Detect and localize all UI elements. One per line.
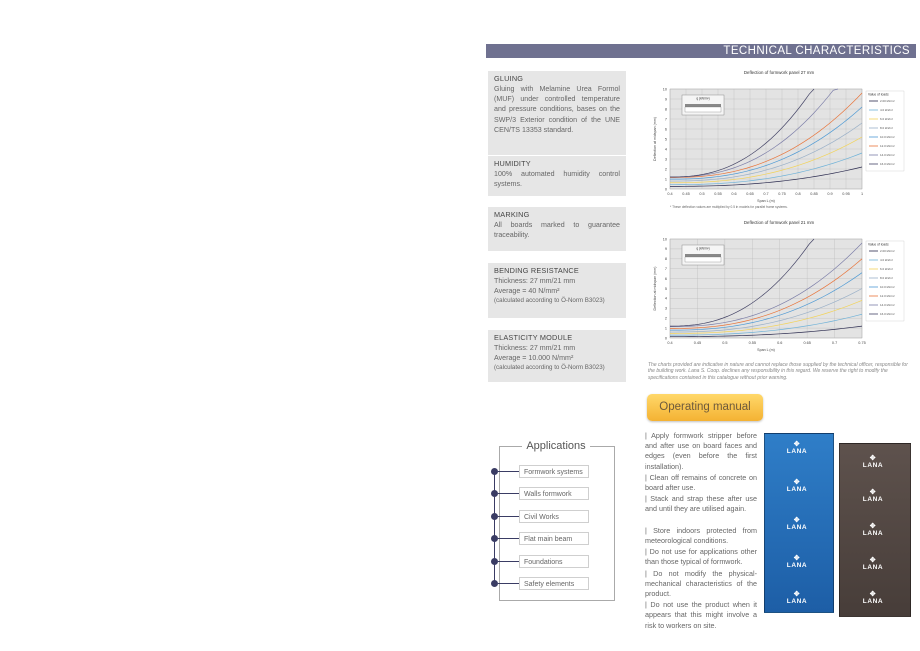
y-tick-label: 2 xyxy=(664,316,667,321)
x-tick-label: 0.85 xyxy=(810,192,818,196)
applications-title: Applications xyxy=(522,440,590,452)
lana-emblem-icon: ✥ xyxy=(869,523,877,530)
operating-item: | Do not modify the physical-mechanical characteristics of the product. xyxy=(645,568,757,598)
legend-entry: 14.0 kN/m² xyxy=(880,303,895,308)
application-item: Formwork systems xyxy=(519,465,589,478)
y-tick-label: 10 xyxy=(662,87,667,92)
application-connector xyxy=(498,493,519,494)
lana-emblem-icon: ✥ xyxy=(793,441,801,448)
application-dot xyxy=(491,468,498,475)
lana-logo xyxy=(782,517,812,531)
inset-beam xyxy=(685,254,721,257)
y-tick-label: 0 xyxy=(664,187,667,192)
lana-logo xyxy=(782,441,812,455)
legend-entry: 6.0 kN/m² xyxy=(880,267,894,272)
application-connector xyxy=(498,538,519,539)
legend-title: Value of loads xyxy=(868,92,889,97)
x-tick-label: 0.8 xyxy=(795,192,801,196)
x-tick-label: 0.4 xyxy=(667,341,673,345)
y-tick-label: 6 xyxy=(664,127,667,132)
operating-item: | Do not use the product when it appears that this might involve a risk to workers on site. xyxy=(645,600,757,630)
legend-entry: 10.0 kN/m² xyxy=(880,285,895,290)
x-tick-label: 0.5 xyxy=(699,192,705,196)
chart-21mm xyxy=(648,220,910,360)
y-tick-label: 7 xyxy=(664,117,667,122)
spec-title: BENDING RESISTANCE xyxy=(494,266,579,275)
application-item: Walls formwork xyxy=(519,487,589,500)
lana-logo xyxy=(782,555,812,569)
x-tick-label: 0.65 xyxy=(746,192,754,196)
chart-disclaimer: The charts provided are indicative in nature and cannot replace those supplied by the technical officer, responsible for the building work. Lana S. Coop. declines any responsibility in this regard. We reserve the right to modify the specifications contained in this catalogue without prior warning. xyxy=(648,362,908,381)
y-tick-label: 1 xyxy=(664,177,667,182)
spec-note: (calculated according to Ö-Norm B3023) xyxy=(494,364,605,372)
legend-entry: 8.0 kN/m² xyxy=(880,276,894,281)
lana-emblem-icon: ✥ xyxy=(869,489,877,496)
legend-title: Value of loads xyxy=(868,242,889,247)
legend-entry: 10.0 kN/m² xyxy=(880,135,895,140)
lana-logo xyxy=(782,591,812,605)
spec-line: Average = 10.000 N/mm² xyxy=(494,354,574,363)
legend-entry: 2.00 kN/m² xyxy=(880,249,895,254)
lana-logo xyxy=(858,591,888,605)
spec-title: ELASTICITY MODULE xyxy=(494,333,573,342)
legend-entry: 8.0 kN/m² xyxy=(880,126,894,131)
x-tick-label: 0.5 xyxy=(722,341,728,345)
lana-emblem-icon: ✥ xyxy=(793,479,801,486)
x-tick-label: 0.7 xyxy=(763,192,769,196)
y-tick-label: 7 xyxy=(664,267,667,271)
x-tick-label: 0.7 xyxy=(831,341,838,345)
y-tick-label: 0 xyxy=(664,336,667,341)
x-tick-label: 0.75 xyxy=(858,341,866,345)
application-connector xyxy=(498,471,519,472)
application-connector xyxy=(498,516,519,517)
lana-logo-text: LANA xyxy=(786,524,808,531)
legend-entry: 16.0 kN/m² xyxy=(880,162,895,167)
x-tick-label: 0.6 xyxy=(731,192,737,196)
spec-gluing xyxy=(488,71,626,155)
section-header xyxy=(486,44,916,58)
lana-emblem-icon: ✥ xyxy=(869,455,877,462)
spec-bending xyxy=(488,263,626,318)
spec-note: (calculated according to Ö-Norm B3023) xyxy=(494,297,605,305)
application-item: Safety elements xyxy=(519,577,589,590)
lana-logo-text: LANA xyxy=(786,448,808,455)
application-dot xyxy=(491,513,498,520)
chart-21mm-svg xyxy=(648,227,910,360)
inset-label: q (kN/m²) xyxy=(696,96,710,101)
y-tick-label: 9 xyxy=(664,247,667,252)
x-tick-label: 0.75 xyxy=(778,192,786,196)
inset-supports xyxy=(685,257,721,262)
operating-manual-label: Operating manual xyxy=(659,401,751,413)
application-dot xyxy=(491,558,498,565)
lana-emblem-icon: ✥ xyxy=(793,517,801,524)
lana-logo xyxy=(858,489,888,503)
chart-27mm-svg xyxy=(648,77,910,220)
lana-emblem-icon: ✥ xyxy=(793,555,801,562)
lana-logo xyxy=(782,479,812,493)
lana-logo-text: LANA xyxy=(862,462,884,469)
y-tick-label: 5 xyxy=(664,137,667,142)
operating-item: | Store indoors protected from meteorological conditions. xyxy=(645,525,757,545)
x-tick-label: 0.45 xyxy=(682,192,690,196)
application-dot xyxy=(491,490,498,497)
application-item: Civil Works xyxy=(519,510,589,523)
chart-title: Deflection of formwork panel 21 mm xyxy=(743,220,815,225)
spec-marking xyxy=(488,207,626,251)
section-title: TECHNICAL CHARACTERISTICS xyxy=(723,45,910,57)
lana-emblem-icon: ✥ xyxy=(793,591,801,598)
application-connector xyxy=(498,583,519,584)
inset-beam xyxy=(685,104,721,107)
application-item: Foundations xyxy=(519,555,589,568)
y-tick-label: 4 xyxy=(664,147,667,152)
lana-logo-text: LANA xyxy=(786,562,808,569)
y-tick-label: 2 xyxy=(664,167,667,172)
y-tick-label: 5 xyxy=(664,286,667,291)
spec-elasticity xyxy=(488,330,626,382)
legend-entry: 4.0 kN/m² xyxy=(880,258,894,263)
x-tick-label: 0.9 xyxy=(827,192,833,196)
applications-line xyxy=(494,472,495,585)
operating-manual-badge xyxy=(647,394,763,421)
application-dot xyxy=(491,535,498,542)
lana-logo-text: LANA xyxy=(786,486,808,493)
chart-footnote: * These deflection values are multiplied by 0.5 in models for parallel frame systems. xyxy=(670,205,788,209)
y-tick-label: 8 xyxy=(664,107,667,112)
legend-entry: 14.0 kN/m² xyxy=(880,153,895,158)
x-axis-label: Span L (m) xyxy=(757,199,775,203)
application-connector xyxy=(498,561,519,562)
x-tick-label: 0.55 xyxy=(748,341,756,345)
inset-supports xyxy=(685,107,721,112)
lana-logo-text: LANA xyxy=(862,564,884,571)
x-tick-label: 0.95 xyxy=(842,192,850,196)
spec-text: All boards marked to guarantee traceability. xyxy=(494,221,620,240)
x-tick-label: 1 xyxy=(860,192,864,196)
y-axis-label: Deflection at midspan (mm) xyxy=(653,266,657,311)
chart-title: Deflection of formwork panel 27 mm xyxy=(743,70,815,75)
y-tick-label: 9 xyxy=(664,97,667,102)
spec-title: GLUING xyxy=(494,74,524,83)
y-tick-label: 10 xyxy=(662,237,667,242)
y-axis-label: Deflection at midspan (mm) xyxy=(653,117,657,161)
spec-text: 100% automated humidity control systems. xyxy=(494,170,620,189)
spec-line: Thickness: 27 mm/21 mm xyxy=(494,277,576,285)
legend-entry: 6.0 kN/m² xyxy=(880,117,894,122)
legend-entry: 12.0 kN/m² xyxy=(880,144,895,149)
application-dot xyxy=(491,580,498,587)
lana-logo-text: LANA xyxy=(786,598,808,605)
operating-item: | Apply formwork stripper before and after use on board faces and edges (even before the first installation). xyxy=(645,431,757,471)
y-tick-label: 4 xyxy=(664,296,667,301)
legend-entry: 2.00 kN/m² xyxy=(880,99,895,104)
x-axis-label: Span L (m) xyxy=(757,348,775,352)
application-item: Flat main beam xyxy=(519,532,589,545)
product-photo xyxy=(762,431,912,623)
x-tick-label: 0.6 xyxy=(777,341,783,345)
inset-label: q (kN/m²) xyxy=(696,246,710,251)
lana-logo-text: LANA xyxy=(862,598,884,605)
legend-entry: 4.0 kN/m² xyxy=(880,108,894,113)
y-tick-label: 3 xyxy=(664,306,667,311)
y-tick-label: 6 xyxy=(664,276,667,281)
spec-text: Gluing with Melamine Urea Formol (MUF) under controlled temperature and pressure conditions, bases on the SWP/3 Exterior condition of the UNE CEN/TS 13353 standard. xyxy=(494,85,620,134)
lana-logo xyxy=(858,523,888,537)
operating-item: | Stack and strap these after use and until they are utilised again. xyxy=(645,494,757,514)
lana-emblem-icon: ✥ xyxy=(869,591,877,598)
spec-title: MARKING xyxy=(494,210,530,219)
legend-entry: 16.0 kN/m² xyxy=(880,312,895,317)
x-tick-label: 0.55 xyxy=(714,192,722,196)
spec-humidity xyxy=(488,156,626,196)
chart-27mm xyxy=(648,70,910,220)
spec-line: Thickness: 27 mm/21 mm xyxy=(494,344,576,352)
legend-entry: 12.0 kN/m² xyxy=(880,294,895,299)
lana-emblem-icon: ✥ xyxy=(869,557,877,564)
y-tick-label: 3 xyxy=(664,157,667,162)
lana-logo xyxy=(858,455,888,469)
lana-logo-text: LANA xyxy=(862,496,884,503)
y-tick-label: 8 xyxy=(664,257,667,262)
x-tick-label: 0.65 xyxy=(803,341,811,345)
spec-line: Average = 40 N/mm² xyxy=(494,287,560,296)
lana-logo-text: LANA xyxy=(862,530,884,537)
y-tick-label: 1 xyxy=(664,326,667,331)
spec-title: HUMIDITY xyxy=(494,159,531,168)
lana-logo xyxy=(858,557,888,571)
operating-item: | Clean off remains of concrete on board after use. xyxy=(645,472,757,492)
operating-item: | Do not use for applications other than those typical of formwork. xyxy=(645,547,757,567)
x-tick-label: 0.4 xyxy=(667,192,673,196)
x-tick-label: 0.45 xyxy=(693,341,702,345)
